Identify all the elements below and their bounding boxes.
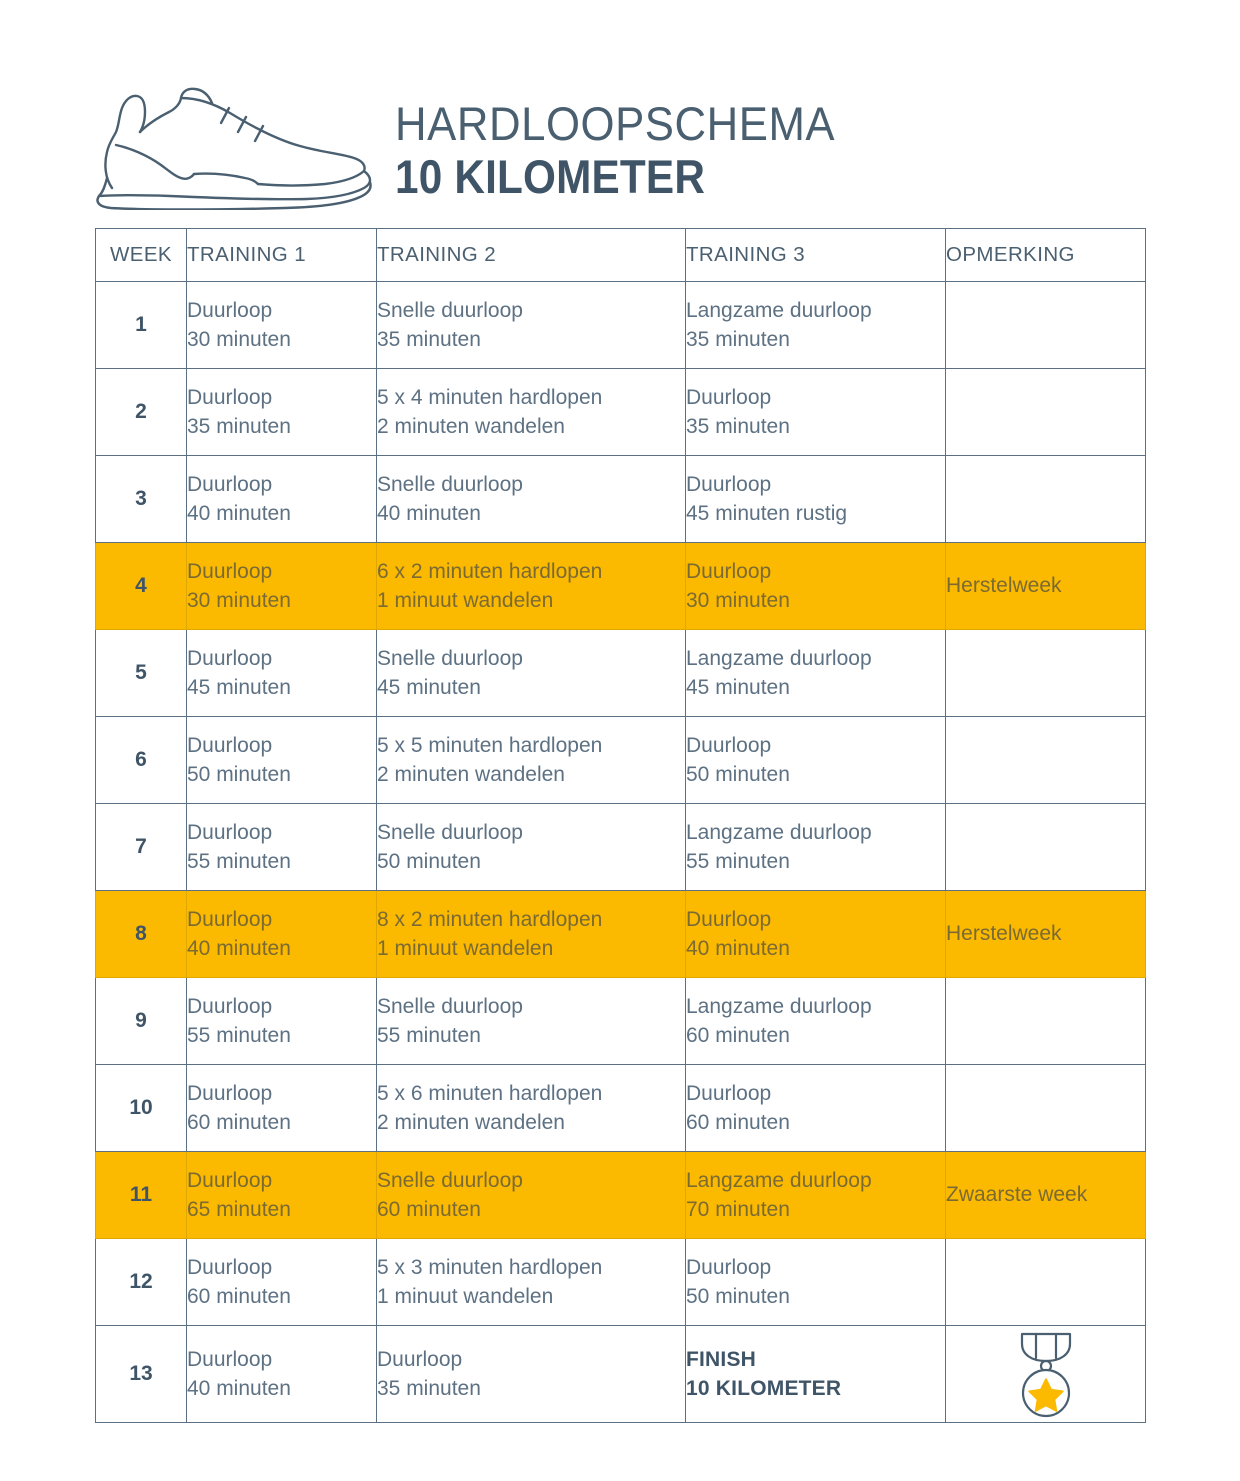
training-3-cell <box>686 1326 946 1423</box>
table-row <box>96 1239 1146 1326</box>
table-row <box>96 456 1146 543</box>
column-header-training-2: TRAINING 2 <box>377 229 686 282</box>
table-row <box>96 369 1146 456</box>
table-header <box>96 229 1146 282</box>
training-1-cell <box>187 282 377 369</box>
training-2-cell-line-1: Snelle duurloop <box>377 820 523 844</box>
week-number: 8 <box>96 891 187 978</box>
header-row <box>96 229 1146 282</box>
training-2-cell <box>377 978 686 1065</box>
training-2-cell-line-2: 45 minuten <box>377 676 481 699</box>
training-3-cell-line-2: 10 KILOMETER <box>686 1377 842 1400</box>
training-2-cell-line-2: 1 minuut wandelen <box>377 937 554 960</box>
training-2-cell <box>377 1152 686 1239</box>
training-2-cell-line-2: 50 minuten <box>377 850 481 873</box>
training-3-cell <box>686 891 946 978</box>
training-2-cell <box>377 1326 686 1423</box>
training-2-cell-line-2: 60 minuten <box>377 1198 481 1221</box>
training-1-cell <box>187 1326 377 1423</box>
training-1-cell <box>187 1065 377 1152</box>
table-row <box>96 543 1146 630</box>
training-2-cell <box>377 543 686 630</box>
training-3-cell-line-2: 50 minuten <box>686 1285 790 1308</box>
training-2-cell-line-1: 6 x 2 minuten hardlopen <box>377 559 603 583</box>
week-number: 13 <box>96 1326 187 1423</box>
training-3-cell-line-2: 60 minuten <box>686 1024 790 1047</box>
training-3-cell-line-1: Duurloop <box>686 907 772 931</box>
training-1-cell <box>187 1239 377 1326</box>
medal-icon <box>1007 1365 1085 1382</box>
training-1-cell-line-2: 30 minuten <box>187 589 291 612</box>
training-2-cell-line-1: 5 x 5 minuten hardlopen <box>377 733 603 757</box>
training-3-cell-line-1: Duurloop <box>686 559 772 583</box>
training-1-cell-line-2: 35 minuten <box>187 415 291 438</box>
training-1-cell <box>187 717 377 804</box>
training-3-cell <box>686 978 946 1065</box>
training-3-cell-line-1: Duurloop <box>686 385 772 409</box>
training-1-cell-line-1: Duurloop <box>187 559 273 583</box>
training-3-cell-line-2: 55 minuten <box>686 850 790 873</box>
training-3-cell <box>686 630 946 717</box>
training-3-cell-line-1: Duurloop <box>686 472 772 496</box>
opmerking-cell <box>946 456 1146 543</box>
opmerking-cell <box>946 978 1146 1065</box>
table-body <box>96 282 1146 1423</box>
week-number: 11 <box>96 1152 187 1239</box>
training-schedule-table <box>95 228 1146 1423</box>
training-2-cell-line-1: Snelle duurloop <box>377 298 523 322</box>
training-3-cell <box>686 543 946 630</box>
training-3-cell-line-2: 35 minuten <box>686 415 790 438</box>
training-1-cell <box>187 456 377 543</box>
training-3-cell-line-1: Langzame duurloop <box>686 646 872 670</box>
training-1-cell-line-2: 60 minuten <box>187 1285 291 1308</box>
training-3-cell-line-2: 40 minuten <box>686 937 790 960</box>
column-header-week: WEEK <box>96 229 187 282</box>
week-number: 3 <box>96 456 187 543</box>
training-1-cell-line-1: Duurloop <box>187 1081 273 1105</box>
table-row <box>96 282 1146 369</box>
training-1-cell-line-1: Duurloop <box>187 1168 273 1192</box>
training-1-cell-line-2: 55 minuten <box>187 850 291 873</box>
training-2-cell-line-2: 2 minuten wandelen <box>377 415 565 438</box>
week-number: 10 <box>96 1065 187 1152</box>
training-1-cell <box>187 369 377 456</box>
training-3-cell <box>686 1239 946 1326</box>
opmerking-cell <box>946 630 1146 717</box>
opmerking-text: Herstelweek <box>946 574 1062 598</box>
training-2-cell <box>377 1065 686 1152</box>
training-2-cell <box>377 1239 686 1326</box>
week-number: 12 <box>96 1239 187 1326</box>
training-2-cell <box>377 804 686 891</box>
training-1-cell-line-2: 55 minuten <box>187 1024 291 1047</box>
training-1-cell-line-1: Duurloop <box>187 907 273 931</box>
training-2-cell-line-1: 5 x 6 minuten hardlopen <box>377 1081 603 1105</box>
week-number: 1 <box>96 282 187 369</box>
opmerking-cell <box>946 543 1146 630</box>
table-row <box>96 804 1146 891</box>
training-1-cell-line-2: 40 minuten <box>187 937 291 960</box>
training-2-cell-line-1: Duurloop <box>377 1347 463 1371</box>
page-header <box>85 55 1155 210</box>
training-1-cell <box>187 891 377 978</box>
training-3-cell <box>686 282 946 369</box>
training-3-cell-line-1: Duurloop <box>686 1081 772 1105</box>
training-3-cell-line-2: 70 minuten <box>686 1198 790 1221</box>
week-number: 5 <box>96 630 187 717</box>
training-3-cell-line-1: Langzame duurloop <box>686 820 872 844</box>
opmerking-cell <box>946 1152 1146 1239</box>
training-3-cell-line-2: 50 minuten <box>686 763 790 786</box>
opmerking-cell <box>946 1065 1146 1152</box>
column-header-opmerking: OPMERKING <box>946 229 1146 282</box>
training-2-cell-line-1: Snelle duurloop <box>377 472 523 496</box>
training-3-cell <box>686 804 946 891</box>
training-3-cell <box>686 369 946 456</box>
training-1-cell-line-2: 45 minuten <box>187 676 291 699</box>
training-3-cell-line-2: 45 minuten <box>686 676 790 699</box>
week-number: 9 <box>96 978 187 1065</box>
training-1-cell-line-1: Duurloop <box>187 646 273 670</box>
table-row <box>96 630 1146 717</box>
training-2-cell <box>377 630 686 717</box>
training-1-cell-line-1: Duurloop <box>187 472 273 496</box>
table-row <box>96 717 1146 804</box>
column-header-training-1: TRAINING 1 <box>187 229 377 282</box>
training-3-cell <box>686 717 946 804</box>
training-1-cell-line-2: 60 minuten <box>187 1111 291 1134</box>
training-1-cell <box>187 804 377 891</box>
training-1-cell-line-1: Duurloop <box>187 733 273 757</box>
opmerking-cell <box>946 1239 1146 1326</box>
training-1-cell-line-2: 30 minuten <box>187 328 291 351</box>
training-1-cell-line-2: 40 minuten <box>187 502 291 525</box>
training-3-cell-line-1: Langzame duurloop <box>686 298 872 322</box>
training-2-cell-line-1: 5 x 4 minuten hardlopen <box>377 385 603 409</box>
training-2-cell-line-2: 40 minuten <box>377 502 481 525</box>
opmerking-cell <box>946 804 1146 891</box>
table-row <box>96 1326 1146 1423</box>
training-1-cell <box>187 1152 377 1239</box>
training-1-cell-line-1: Duurloop <box>187 994 273 1018</box>
training-2-cell <box>377 282 686 369</box>
training-2-cell <box>377 456 686 543</box>
table-row <box>96 978 1146 1065</box>
training-3-cell-line-2: 60 minuten <box>686 1111 790 1134</box>
training-2-cell-line-2: 1 minuut wandelen <box>377 1285 554 1308</box>
opmerking-text: Zwaarste week <box>946 1183 1088 1207</box>
week-number: 4 <box>96 543 187 630</box>
training-3-cell-line-2: 45 minuten rustig <box>686 502 848 525</box>
training-3-cell-line-1: Duurloop <box>686 1255 772 1279</box>
training-2-cell-line-1: 8 x 2 minuten hardlopen <box>377 907 603 931</box>
training-2-cell <box>377 891 686 978</box>
training-3-cell-line-1: Langzame duurloop <box>686 1168 872 1192</box>
table-row <box>96 1065 1146 1152</box>
training-2-cell <box>377 717 686 804</box>
training-1-cell-line-2: 65 minuten <box>187 1198 291 1221</box>
training-2-cell <box>377 369 686 456</box>
training-3-cell <box>686 1065 946 1152</box>
training-3-cell-line-1: FINISH <box>686 1347 757 1371</box>
opmerking-cell <box>946 717 1146 804</box>
training-3-cell <box>686 1152 946 1239</box>
training-1-cell <box>187 630 377 717</box>
training-1-cell-line-1: Duurloop <box>187 385 273 409</box>
opmerking-cell <box>946 369 1146 456</box>
training-3-cell-line-2: 35 minuten <box>686 328 790 351</box>
training-3-cell-line-1: Langzame duurloop <box>686 994 872 1018</box>
title-block <box>395 97 868 210</box>
training-1-cell-line-1: Duurloop <box>187 1347 273 1371</box>
training-2-cell-line-2: 2 minuten wandelen <box>377 763 565 786</box>
training-1-cell-line-1: Duurloop <box>187 298 273 322</box>
training-1-cell-line-1: Duurloop <box>187 1255 273 1279</box>
column-header-training-3: TRAINING 3 <box>686 229 946 282</box>
training-3-cell-line-2: 30 minuten <box>686 589 790 612</box>
training-1-cell-line-1: Duurloop <box>187 820 273 844</box>
training-1-cell <box>187 543 377 630</box>
training-3-cell-line-1: Duurloop <box>686 733 772 757</box>
table-row <box>96 1152 1146 1239</box>
opmerking-cell <box>946 282 1146 369</box>
page-title: HARDLOOPSCHEMA <box>395 97 836 151</box>
training-2-cell-line-1: Snelle duurloop <box>377 994 523 1018</box>
training-2-cell-line-1: Snelle duurloop <box>377 1168 523 1192</box>
opmerking-cell <box>946 891 1146 978</box>
week-number: 2 <box>96 369 187 456</box>
training-2-cell-line-2: 35 minuten <box>377 328 481 351</box>
training-2-cell-line-2: 35 minuten <box>377 1377 481 1400</box>
week-number: 7 <box>96 804 187 891</box>
opmerking-cell-medal <box>946 1326 1146 1423</box>
training-2-cell-line-1: Snelle duurloop <box>377 646 523 670</box>
training-2-cell-line-2: 55 minuten <box>377 1024 481 1047</box>
week-number: 6 <box>96 717 187 804</box>
training-1-cell-line-2: 40 minuten <box>187 1377 291 1400</box>
training-1-cell <box>187 978 377 1065</box>
training-1-cell-line-2: 50 minuten <box>187 763 291 786</box>
training-2-cell-line-2: 2 minuten wandelen <box>377 1111 565 1134</box>
schedule-table-wrapper <box>95 228 1145 1423</box>
running-shoe-icon <box>85 60 385 210</box>
table-row <box>96 891 1146 978</box>
page-subtitle: 10 KILOMETER <box>395 150 706 204</box>
training-3-cell <box>686 456 946 543</box>
training-2-cell-line-1: 5 x 3 minuten hardlopen <box>377 1255 603 1279</box>
training-2-cell-line-2: 1 minuut wandelen <box>377 589 554 612</box>
opmerking-text: Herstelweek <box>946 922 1062 946</box>
